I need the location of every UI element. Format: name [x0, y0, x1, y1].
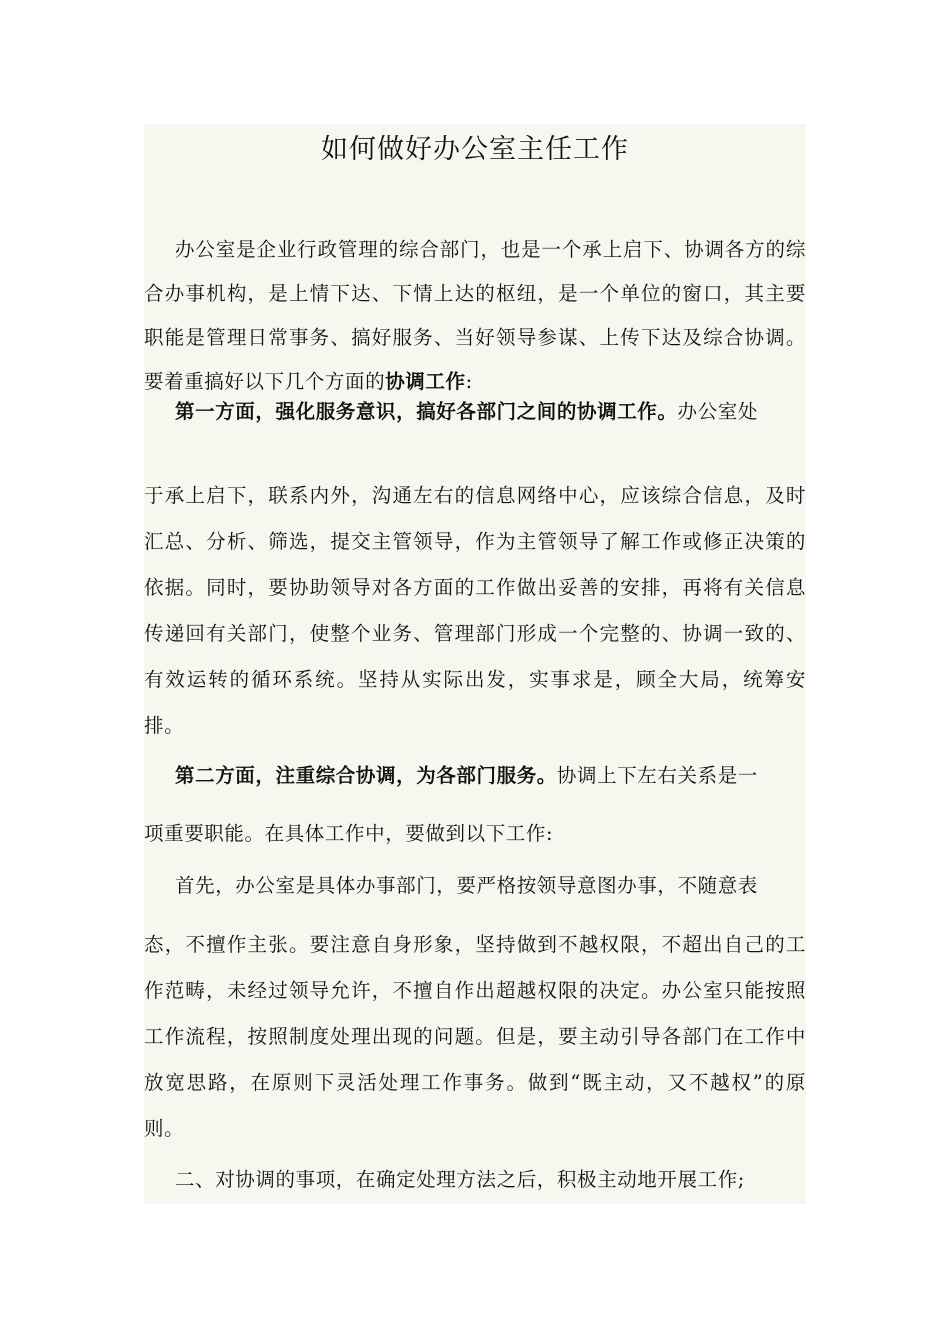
point2-line: 二、对协调的事项，在确定处理方法之后，积极主动地开展工作;	[175, 1168, 745, 1191]
intro-tail: :	[465, 370, 473, 393]
section1-first-text: 办公室处	[677, 400, 758, 423]
section2-heading: 第二方面，注重综合协调，为各部门服务。	[175, 764, 557, 787]
section2-first-line	[144, 754, 806, 798]
intro-lead: 办公室是企业行政管理的综合部门，也是一个承上启下、协调各方的综合办事机构，是上情下达、下情上达的枢纽，是一个单位的窗口，其主要职能是管理日常事务、搞好服务、当好领导参谋、上传下达及综合协调。要着重搞好以下几个方面的	[144, 238, 806, 393]
document-title: 如何做好办公室主任工作	[321, 134, 629, 165]
point1-body: 态，不擅作主张。要注意自身形象，坚持做到不越权限，不超出自己的工作范畴，未经过领导允许，不擅自作出超越权限的决定。办公室只能按照工作流程，按照制度处理出现的问题。但是，要主动引导各部门在工作中放宽思路，在原则下灵活处理工作事务。做到“既主动，又不越权”的原则。	[144, 933, 806, 1140]
section1-body: 于承上启下，联系内外，沟通左右的信息网络中心，应该综合信息，及时汇总、分析、筛选，提交主管领导，作为主管领导了解工作或修正决策的依据。同时，要协助领导对各方面的工作做出妥善的安排，再将有关信息传递回有关部门，使整个业务、管理部门形成一个完整的、协调一致的、有效运转的循环系统。坚持从实际出发，实事求是，顾全大局，统筹安排。	[144, 484, 806, 737]
section2-first-text: 协调上下左右关系是一	[556, 764, 758, 787]
section1-heading: 第一方面，强化服务意识，搞好各部门之间的协调工作。	[175, 400, 678, 423]
intro-bold-phrase: 协调工作	[385, 370, 466, 393]
section2-body: 项重要职能。在具体工作中，要做到以下工作:	[144, 822, 554, 845]
section1-first-line	[144, 390, 806, 434]
point1-first-line: 首先，办公室是具体办事部门，要严格按领导意图办事，不随意表	[175, 874, 758, 897]
intro-paragraph	[144, 228, 806, 404]
